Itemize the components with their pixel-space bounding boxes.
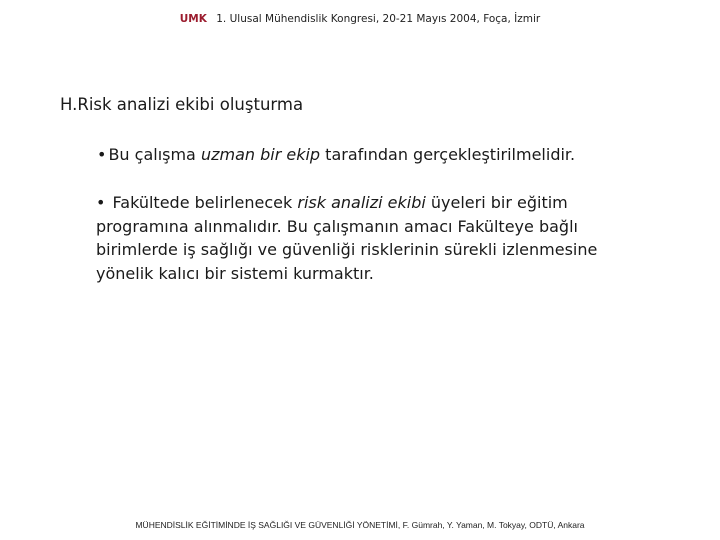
conference-logo: UMK xyxy=(179,13,207,25)
conference-info: 1. Ulusal Mühendislik Kongresi, 20-21 Mayıs 2004, Foça, İzmir xyxy=(216,13,541,25)
bullet-marker: • xyxy=(97,145,107,164)
slide-header xyxy=(0,13,720,25)
slide-title: H.Risk analizi ekibi oluşturma xyxy=(60,95,304,114)
bullet-text-emphasis: uzman bir ekip xyxy=(200,145,321,164)
bullet-text-before: Bu çalışma xyxy=(108,145,201,164)
bullet-text-emphasis: risk analizi ekibi xyxy=(297,193,426,212)
bullet-text-before: Fakültede belirlenecek xyxy=(107,193,298,212)
bullet-item-2 xyxy=(96,191,656,285)
bullet-text-after: üyeleri bir eğitim programına alınmalıdır. Bu çalışmanın amacı Fakülteye bağlı birimlerde iş sağlığı ve güvenliği risklerinin sürekli izlenmesine yönelik kalıcı bir sistemi kurmaktır. xyxy=(96,193,598,283)
bullet-item-1 xyxy=(97,143,697,166)
bullet-text-after: tarafından gerçekleştirilmelidir. xyxy=(320,145,576,164)
slide-footer: MÜHENDİSLİK EĞİTİMİNDE İŞ SAĞLIĞI VE GÜVENLİĞİ YÖNETİMİ, F. Gümrah, Y. Yaman, M. Tokyay, ODTÜ, Ankara xyxy=(135,520,585,530)
bullet-marker: • xyxy=(96,193,106,212)
